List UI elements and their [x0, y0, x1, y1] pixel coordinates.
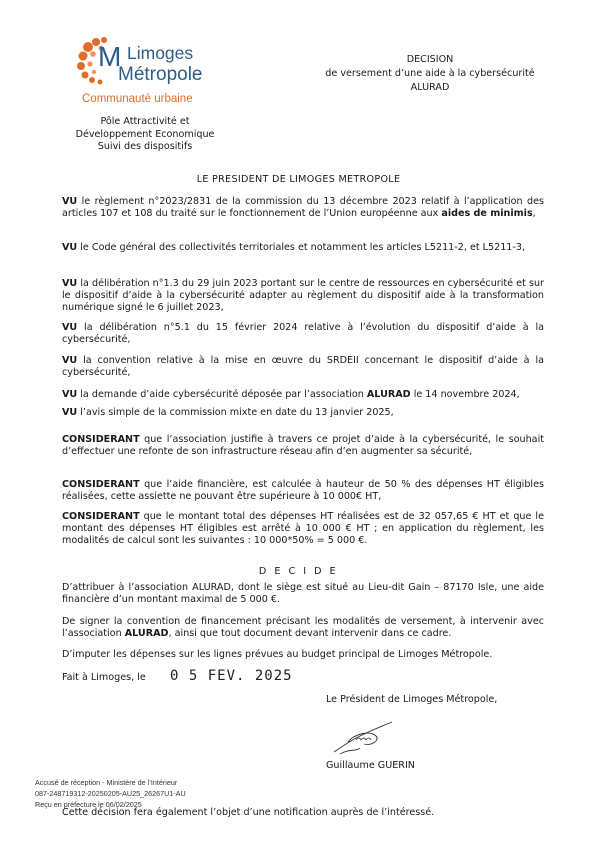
considerant-prefix: CONSIDERANT — [62, 434, 140, 445]
accuse-line3: Reçu en préfecture le 06/02/2025 — [35, 800, 142, 809]
logo-subtitle: Communauté urbaine — [82, 93, 193, 105]
fait-a-limoges: Fait à Limoges, le — [62, 672, 146, 683]
vu-text: le règlement n°2023/2831 de la commission du 13 décembre 2023 relatif à l’application des articles 107 et 108 du traité sur le fonctionnement de l’Union européenne aux — [62, 196, 544, 219]
logo-m-letter: M — [98, 41, 122, 72]
vu-paragraph — [62, 242, 544, 254]
decide-text: De signer la convention de financement précisant les modalités de versement, à intervenir avec l’association — [62, 616, 544, 639]
vu-prefix: VU — [62, 242, 78, 253]
decide-text: D’attribuer à l’association ALURAD, dont le siège est situé au Lieu-dit Gain – 87170 Isle, une aide financière d’un montant maximal de 5 000 €. — [62, 582, 544, 605]
considerant-text: que le montant total des dépenses HT réalisées est de 32 057,65 € HT et que le montant des dépenses HT éligibles est arrêté à 10 000 € HT ; en application du règlement, les modalités de calcul sont les suivantes : 10 000*50% = 5 000 €. — [62, 511, 544, 546]
vu-paragraph — [62, 278, 544, 314]
accuse-line1: Accusé de réception - Ministère de l’Intérieur — [35, 778, 178, 787]
vu-paragraph — [62, 389, 544, 401]
signer-title: Le Président de Limoges Métropole, — [326, 694, 498, 705]
vu-tail: le 14 novembre 2024, — [410, 389, 520, 400]
decision-heading — [312, 53, 548, 95]
decide-paragraph — [62, 649, 544, 661]
vu-text: la convention relative à la mise en œuvre du SRDEII concernant le dispositif d’aide à la cybersécurité, — [62, 355, 544, 378]
pole-line3: Suivi des dispositifs — [97, 141, 193, 152]
heading-line3: ALURAD — [410, 82, 450, 93]
final-note: Cette décision fera également l’objet d’une notification auprès de l’intéressé. — [62, 807, 435, 818]
decide-paragraph — [62, 582, 544, 606]
vu-text: l’avis simple de la commission mixte en date du 13 janvier 2025, — [77, 407, 394, 418]
vu-prefix: VU — [62, 389, 78, 400]
logo-line1: Limoges — [127, 43, 194, 63]
considerant-prefix: CONSIDERANT — [62, 479, 140, 490]
decide-bold: ALURAD — [124, 628, 169, 639]
considerant-paragraph — [62, 434, 544, 458]
decide-tail: , ainsi que tout document devant intervenir dans ce cadre. — [168, 628, 452, 639]
vu-prefix: VU — [62, 196, 78, 207]
pole-line2: Développement Economique — [75, 128, 215, 140]
accuse-reception — [35, 777, 186, 810]
decide-paragraph — [62, 616, 544, 640]
heading-line1: DECISION — [406, 54, 454, 65]
vu-prefix: VU — [62, 407, 78, 418]
decide-title: D E C I D E — [258, 566, 339, 577]
pole-line1: Pôle Attractivité et — [100, 116, 190, 127]
signature-icon — [330, 712, 410, 762]
considerant-paragraph — [62, 511, 544, 547]
decide-text: D’imputer les dépenses sur les lignes prévues au budget principal de Limoges Métropole. — [62, 649, 493, 660]
vu-paragraph — [62, 196, 544, 220]
heading-line2: de versement d’une aide à la cybersécurité — [325, 68, 535, 79]
vu-prefix: VU — [62, 355, 78, 366]
vu-text: la délibération n°5.1 du 15 février 2024 relative à l’évolution du dispositif d’aide à la cybersécurité, — [62, 322, 544, 345]
vu-paragraph — [62, 407, 544, 419]
vu-bold: aides de minimis — [441, 208, 533, 219]
vu-prefix: VU — [62, 278, 78, 289]
considerant-text: que l’association justifie à travers ce projet d’aide à la cybersécurité, le souhait d’effectuer une refonte de son infrastructure réseau afin d’en augmenter sa sécurité, — [62, 434, 544, 457]
vu-text: le Code général des collectivités territoriales et notamment les articles L5211-2, et L5211-3, — [77, 242, 526, 253]
accuse-line2: 087-248719312-20250205-AU25_26267U1-AU — [35, 789, 186, 798]
vu-paragraph — [62, 322, 544, 346]
vu-tail: , — [532, 208, 536, 219]
considerant-prefix: CONSIDERANT — [62, 511, 140, 522]
logo-line2: Métropole — [118, 64, 203, 85]
pole-block — [50, 116, 240, 154]
signer-name: Guillaume GUERIN — [326, 760, 415, 771]
vu-text: la demande d’aide cybersécurité déposée par l’association — [77, 389, 367, 400]
vu-bold: ALURAD — [366, 389, 411, 400]
stamp-date: 0 5 FEV. 2025 — [170, 668, 293, 684]
vu-paragraph — [62, 355, 544, 379]
vu-prefix: VU — [62, 322, 78, 333]
considerant-text: que l’aide financière, est calculée à hauteur de 50 % des dépenses HT éligibles réalisées, cette assiette ne pouvant être supérieure à 10 000€ HT, — [62, 479, 544, 502]
vu-text: la délibération n°1.3 du 29 juin 2023 portant sur le centre de ressources en cybersécurité et sur le dispositif d’aide à la cybersécurité adapter au règlement du dispositif aide à la transformation numérique signé le 6 juillet 2023, — [62, 278, 544, 313]
president-title: LE PRESIDENT DE LIMOGES METROPOLE — [196, 174, 401, 185]
considerant-paragraph — [62, 479, 544, 503]
limoges-metropole-logo — [0, 0, 240, 112]
